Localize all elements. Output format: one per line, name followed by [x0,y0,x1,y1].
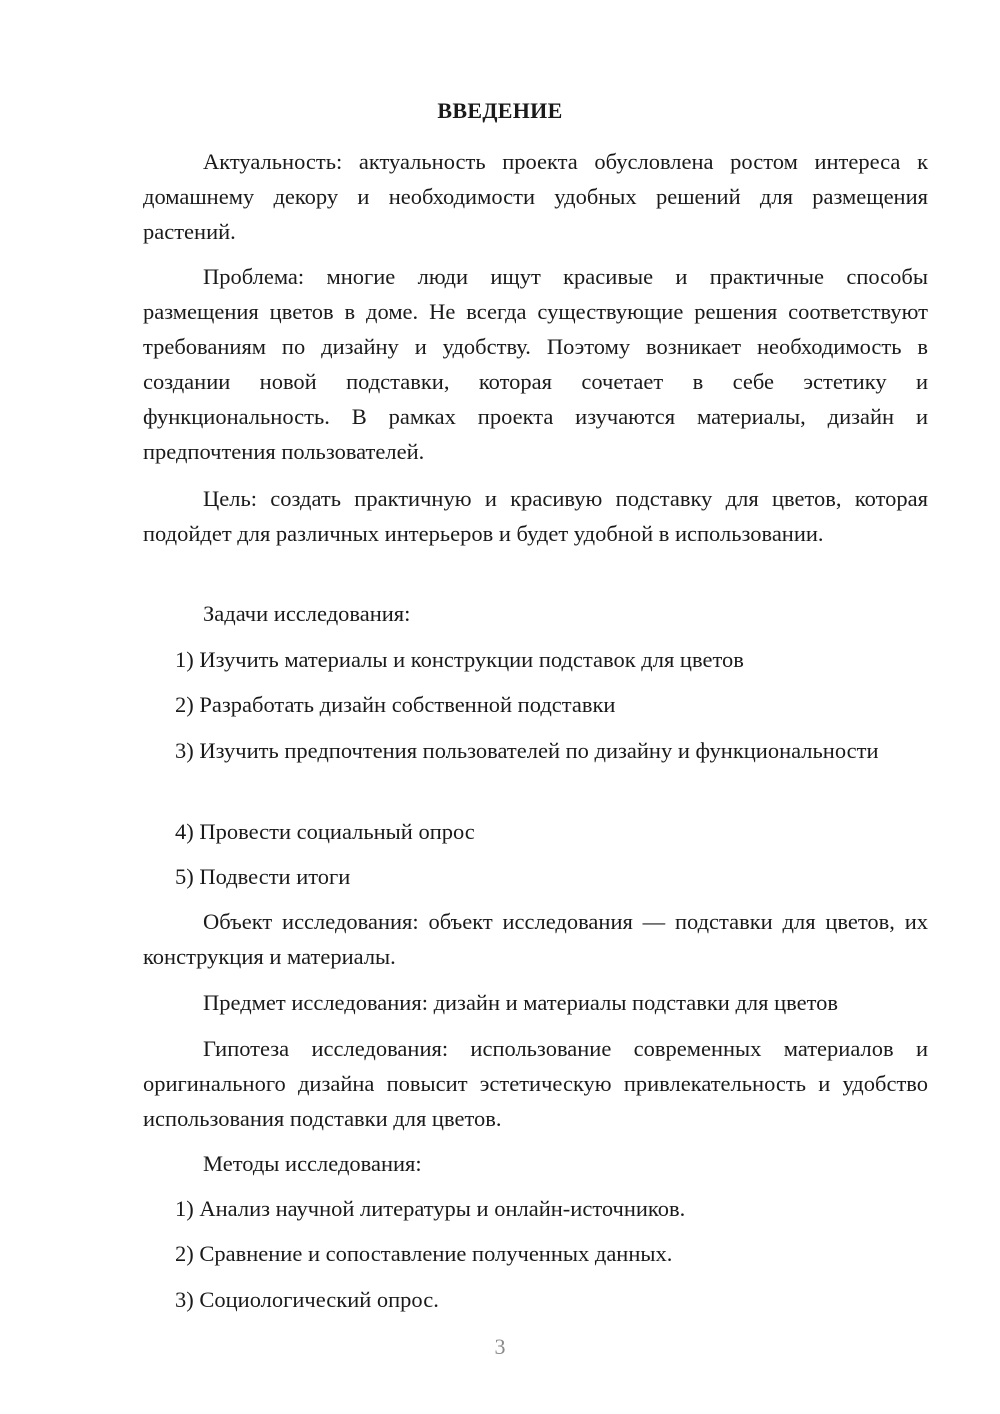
task-item: 2) Разработать дизайн собственной подставки [175,692,616,717]
subject-paragraph: Предмет исследования: дизайн и материалы подставки для цветов [203,990,839,1015]
object-paragraph: Объект исследования: объект исследования — подставки для цветов, их конструкция и материалы. [143,909,928,969]
page-title: ВВЕДЕНИЕ [437,98,563,123]
task-item: 5) Подвести итоги [175,864,351,889]
task-item: 1) Изучить материалы и конструкции подставок для цветов [175,647,744,672]
methods-heading: Методы исследования: [203,1151,422,1176]
relevance-paragraph: Актуальность: актуальность проекта обусловлена ростом интереса к домашнему декору и необходимости удобных решений для размещения растений. [143,149,928,244]
page-number: 3 [494,1334,506,1359]
method-item: 1) Анализ научной литературы и онлайн-источников. [175,1196,686,1221]
task-item: 4) Провести социальный опрос [175,819,475,844]
goal-paragraph: Цель: создать практичную и красивую подставку для цветов, которая подойдет для различных интерьеров и будет удобной в использовании. [143,486,928,546]
method-item: 3) Социологический опрос. [175,1287,439,1312]
tasks-heading: Задачи исследования: [203,601,411,626]
method-item: 2) Сравнение и сопоставление полученных данных. [175,1241,673,1266]
problem-paragraph: Проблема: многие люди ищут красивые и практичные способы размещения цветов в доме. Не всегда существующие решения соответствуют требованиям по дизайну и удобству. Поэтому возникает необходимость в создании новой подставки, которая сочетает в себе эстетику и функциональность. В рамках проекта изучаются материалы, дизайн и предпочтения пользователей. [143,264,928,464]
hypothesis-paragraph: Гипотеза исследования: использование современных материалов и оригинального дизайна повысит эстетическую привлекательность и удобство использования подставки для цветов. [143,1036,928,1131]
task-item: 3) Изучить предпочтения пользователей по дизайну и функциональности [175,738,879,763]
